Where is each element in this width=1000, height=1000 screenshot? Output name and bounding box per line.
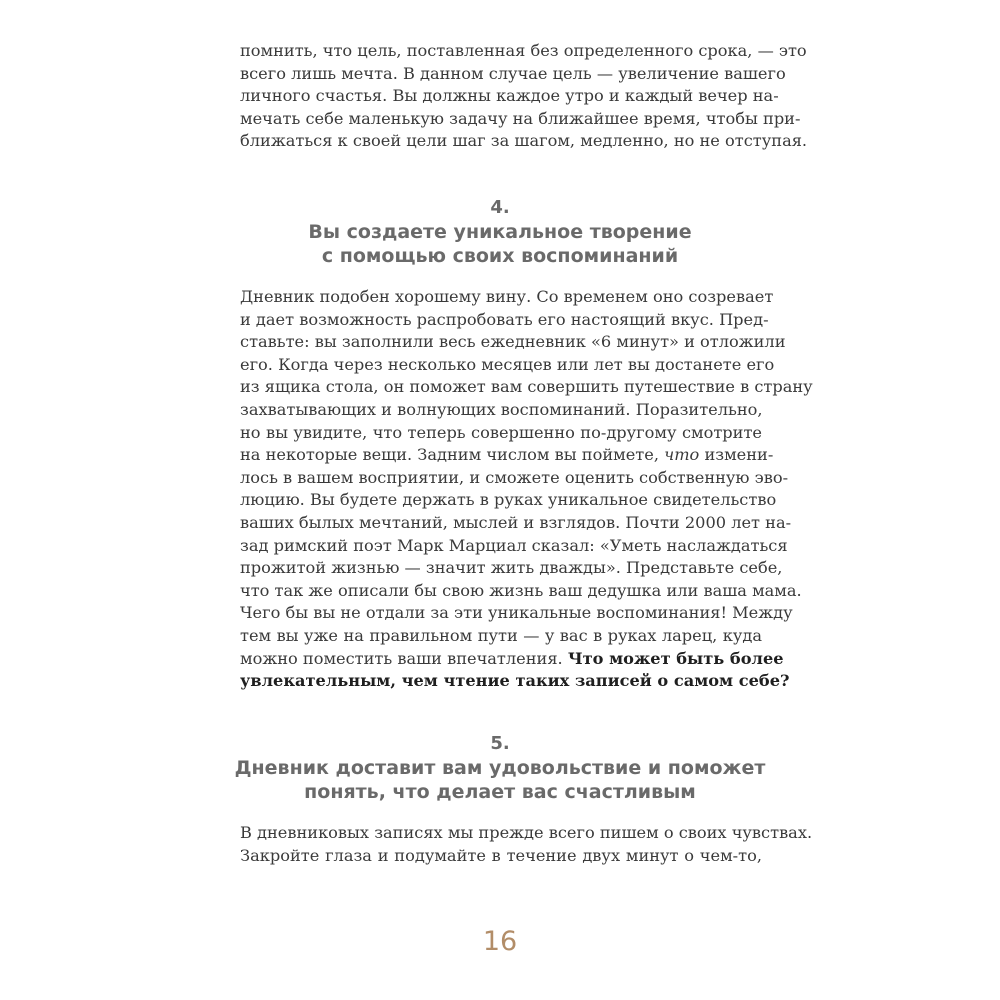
paragraph-line	[240, 670, 790, 693]
paragraph-line: ваших былых мечтаний, мыслей и взглядов. Почти 2000 лет на-	[240, 512, 792, 532]
paragraph-line: Закройте глаза и подумайте в течение двух минут о чем-то,	[240, 845, 762, 865]
paragraph-line: всего лишь мечта. В данном случае цель — увеличение вашего	[240, 63, 786, 83]
section-4-heading	[200, 196, 800, 268]
line-part: на некоторые вещи. Задним числом вы поймете,	[240, 445, 659, 465]
intro-paragraph	[240, 40, 808, 153]
line-part: измени-	[704, 445, 774, 465]
line-part: можно поместить ваши впечатления.	[240, 648, 563, 668]
paragraph-line: люцию. Вы будете держать в руках уникальное свидетельство	[240, 490, 777, 510]
section-5-heading	[200, 732, 800, 804]
paragraph-line: зад римский поэт Марк Марциал сказал: «Уметь наслаждаться	[240, 535, 788, 555]
section-title-line: Вы создаете уникальное творение	[308, 221, 692, 243]
paragraph-line: мечать себе маленькую задачу на ближайшее время, чтобы при-	[240, 108, 801, 128]
paragraph-line	[240, 648, 784, 671]
section-4-paragraph	[240, 286, 813, 693]
emphasis-word: что	[664, 445, 700, 465]
paragraph-line: его. Когда через несколько месяцев или лет вы достанете его	[240, 354, 775, 374]
paragraph-line: ставьте: вы заполнили весь ежедневник «6 минут» и отложили	[240, 332, 786, 352]
paragraph-line: личного счастья. Вы должны каждое утро и каждый вечер на-	[240, 86, 779, 106]
paragraph-line: лось в вашем восприятии, и сможете оценить собственную эво-	[240, 467, 789, 487]
paragraph-line: что так же описали бы свою жизнь ваш дедушка или ваша мама.	[240, 580, 802, 600]
bold-phrase: Что может быть более	[567, 648, 784, 668]
section-number: 4.	[490, 197, 510, 218]
paragraph-line	[240, 444, 774, 467]
paragraph-line: помнить, что цель, поставленная без определенного срока, — это	[240, 41, 807, 60]
paragraph-line: и дает возможность распробовать его настоящий вкус. Пред-	[240, 309, 769, 329]
section-number: 5.	[490, 733, 510, 754]
paragraph-line: захватывающих и волнующих воспоминаний. Поразительно,	[240, 399, 763, 419]
paragraph-line: Чего бы вы не отдали за эти уникальные воспоминания! Между	[240, 603, 793, 623]
paragraph-line: ближаться к своей цели шаг за шагом, медленно, но не отступая.	[240, 131, 808, 151]
paragraph-line: Дневник подобен хорошему вину. Со временем оно созревает	[240, 287, 774, 306]
section-title-line: Дневник доставит вам удовольствие и поможет	[234, 757, 766, 779]
section-title-line: с помощью своих воспоминаний	[321, 245, 679, 267]
paragraph-line: но вы увидите, что теперь совершенно по-другому смотрите	[240, 422, 762, 442]
paragraph-line: В дневниковых записях мы прежде всего пишем о своих чувствах.	[240, 823, 813, 842]
page-number: 16	[482, 926, 518, 957]
section-title-line: понять, что делает вас счастливым	[304, 781, 696, 803]
section-5-paragraph	[240, 822, 813, 867]
paragraph-line: из ящика стола, он поможет вам совершить путешествие в страну	[240, 377, 813, 397]
paragraph-line: тем вы уже на правильном пути — у вас в руках ларец, куда	[240, 625, 762, 645]
paragraph-line: прожитой жизнью — значит жить дважды». Представьте себе,	[240, 558, 783, 578]
bold-phrase: увлекательным, чем чтение таких записей о самом себе?	[240, 671, 790, 691]
